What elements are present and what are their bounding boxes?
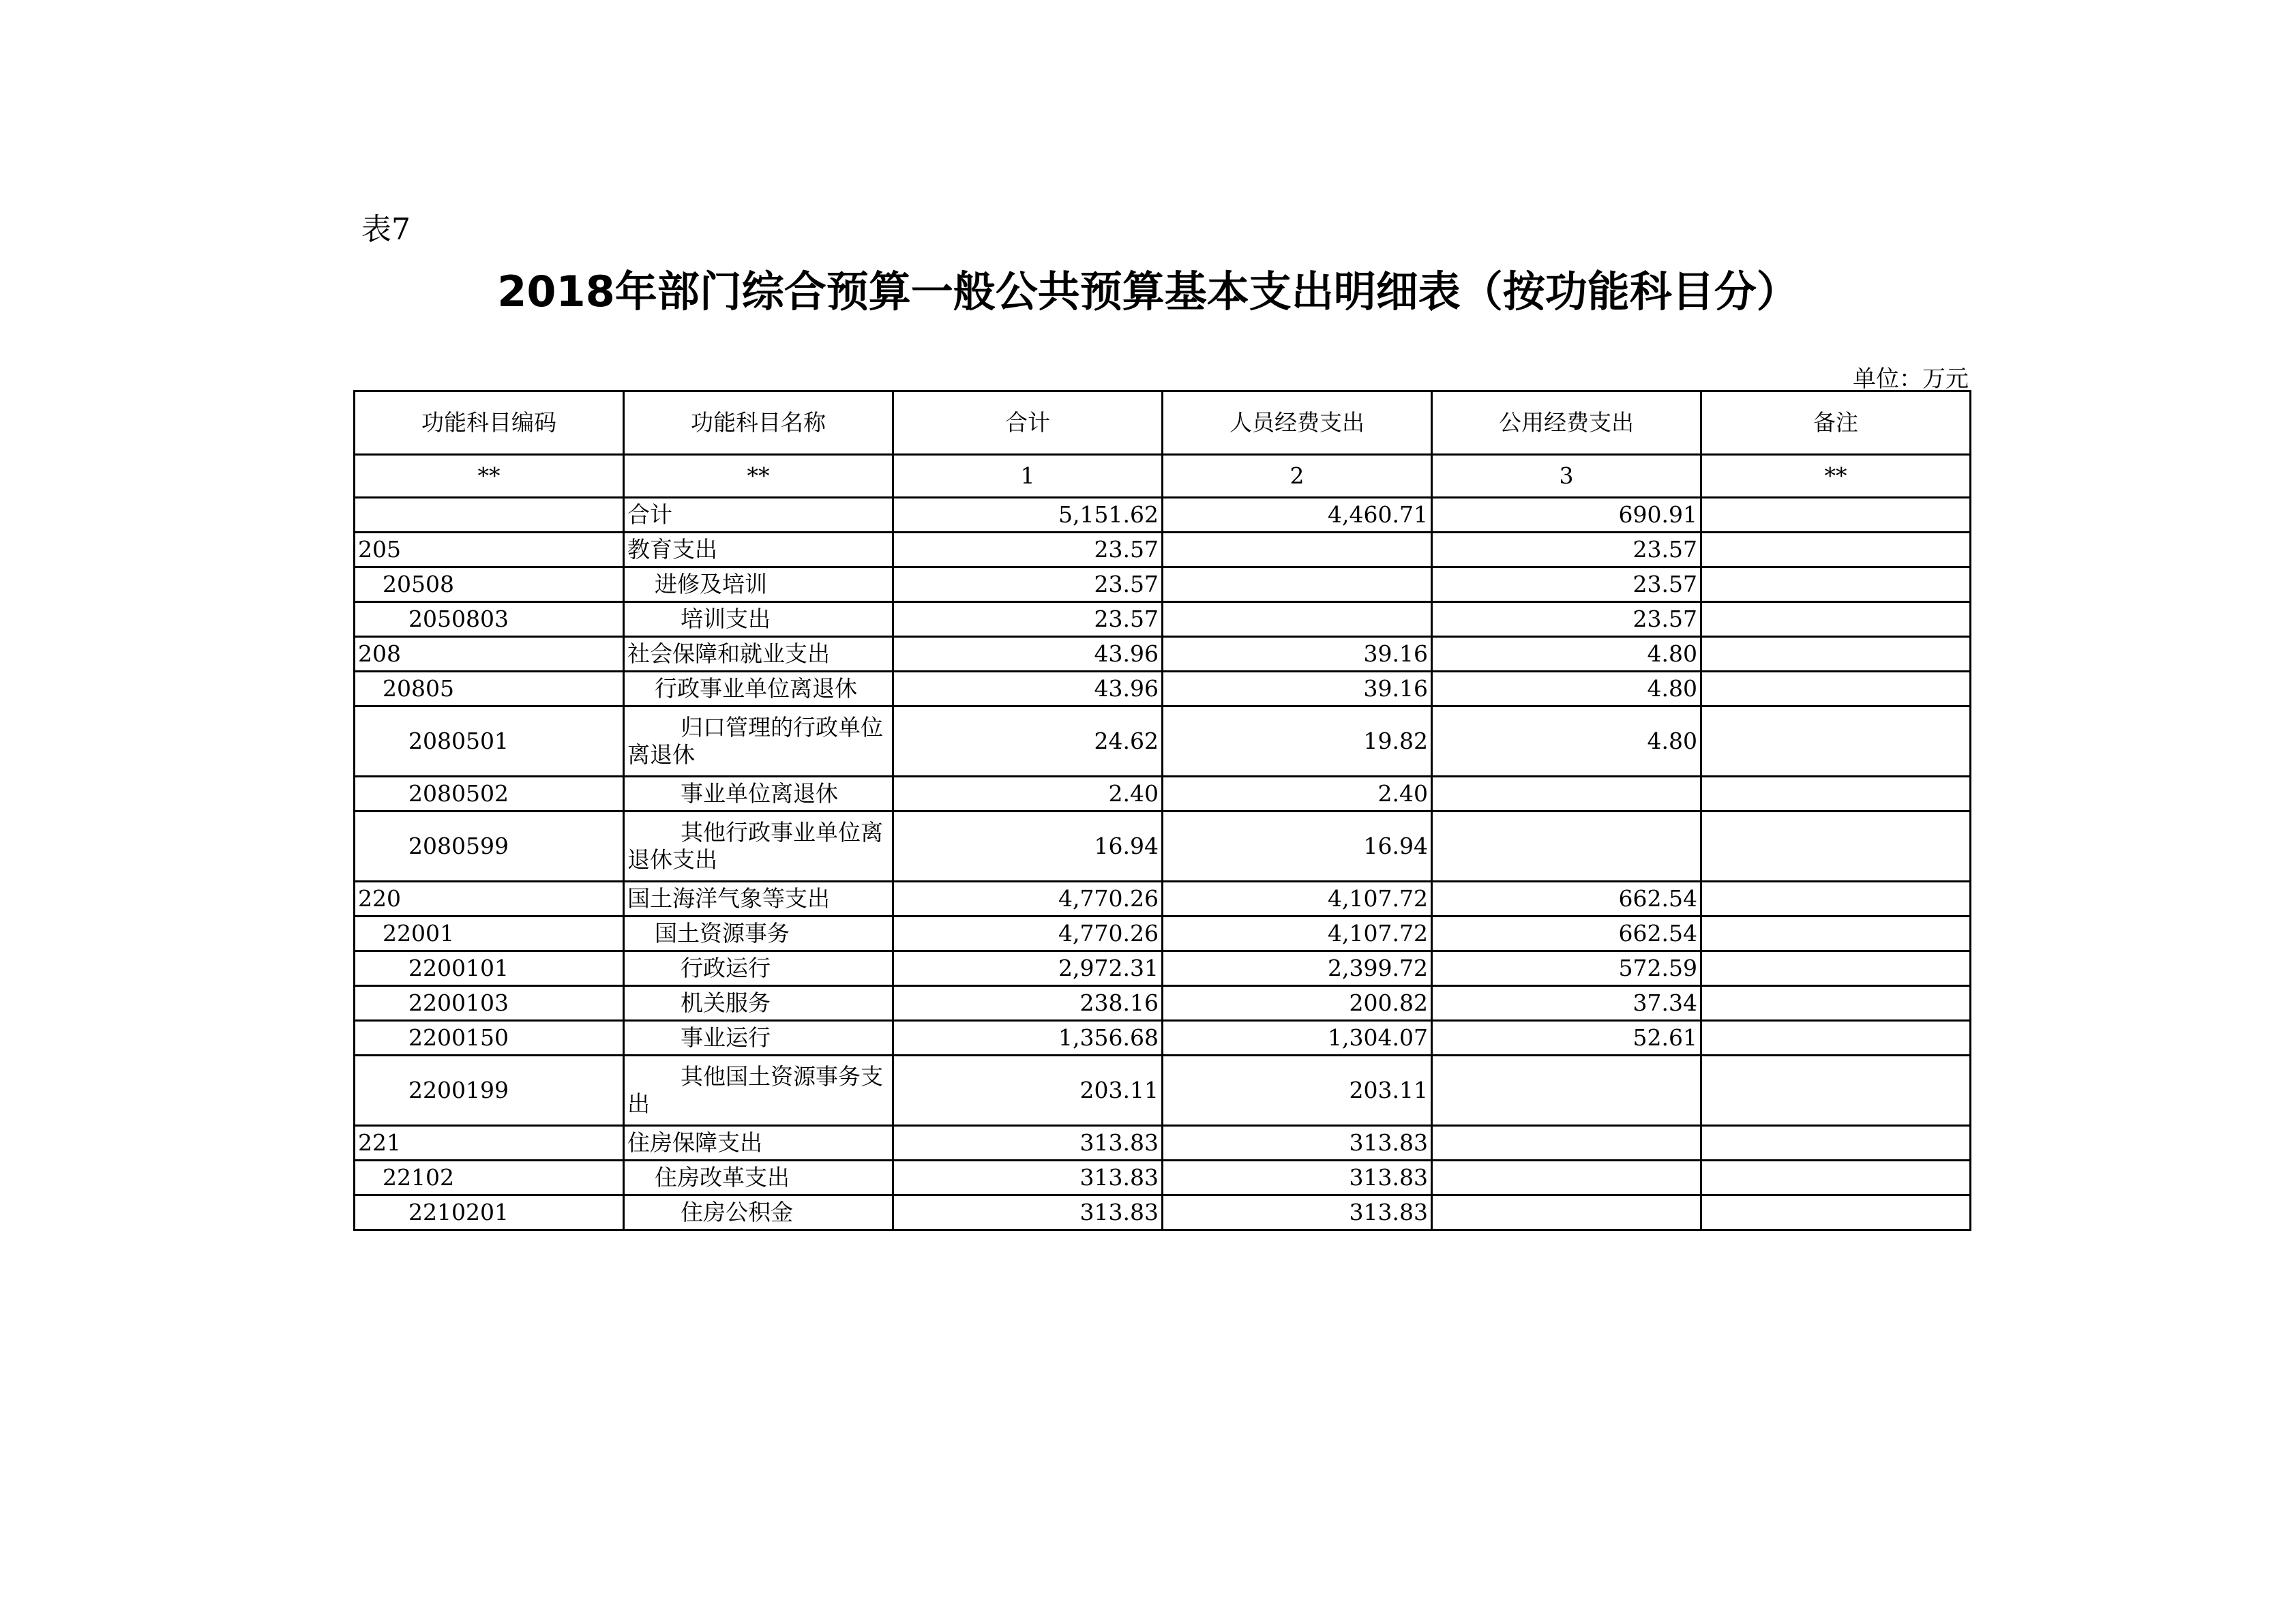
index-cell: 3 bbox=[1432, 455, 1701, 498]
table-index-row bbox=[355, 455, 1971, 498]
table-row bbox=[355, 777, 1971, 812]
page-title: 2018年部门综合预算一般公共预算基本支出明细表（按功能科目分） bbox=[497, 267, 1799, 316]
note-cell bbox=[1701, 777, 1971, 812]
code-cell: 20508 bbox=[355, 567, 624, 602]
total-cell: 313.83 bbox=[893, 1195, 1163, 1230]
code-cell: 2050803 bbox=[355, 602, 624, 637]
note-cell bbox=[1701, 672, 1971, 706]
note-cell bbox=[1701, 986, 1971, 1021]
table-row bbox=[355, 533, 1971, 567]
table-row bbox=[355, 602, 1971, 637]
personnel-cell: 313.83 bbox=[1163, 1161, 1432, 1195]
total-cell: 23.57 bbox=[893, 533, 1163, 567]
total-cell: 203.11 bbox=[893, 1056, 1163, 1126]
note-cell bbox=[1701, 1195, 1971, 1230]
personnel-cell: 2,399.72 bbox=[1163, 951, 1432, 986]
name-cell: 社会保障和就业支出 bbox=[624, 637, 893, 672]
personnel-cell bbox=[1163, 567, 1432, 602]
note-cell bbox=[1701, 812, 1971, 882]
code-cell bbox=[355, 498, 624, 533]
personnel-cell bbox=[1163, 602, 1432, 637]
public-cell: 23.57 bbox=[1432, 602, 1701, 637]
public-cell: 52.61 bbox=[1432, 1021, 1701, 1056]
name-cell: 住房公积金 bbox=[624, 1195, 893, 1230]
index-cell: ** bbox=[355, 455, 624, 498]
total-cell: 238.16 bbox=[893, 986, 1163, 1021]
personnel-cell: 200.82 bbox=[1163, 986, 1432, 1021]
budget-table bbox=[353, 390, 1971, 1231]
header-cell-total: 合计 bbox=[893, 391, 1163, 455]
index-cell: 2 bbox=[1163, 455, 1432, 498]
public-cell: 662.54 bbox=[1432, 917, 1701, 951]
name-cell: 国土资源事务 bbox=[624, 917, 893, 951]
note-cell bbox=[1701, 533, 1971, 567]
code-cell: 220 bbox=[355, 882, 624, 917]
table-row bbox=[355, 672, 1971, 706]
index-cell: ** bbox=[624, 455, 893, 498]
personnel-cell: 313.83 bbox=[1163, 1195, 1432, 1230]
note-cell bbox=[1701, 602, 1971, 637]
table-row bbox=[355, 567, 1971, 602]
public-cell bbox=[1432, 1056, 1701, 1126]
note-cell bbox=[1701, 1056, 1971, 1126]
personnel-cell: 4,107.72 bbox=[1163, 917, 1432, 951]
total-cell: 2.40 bbox=[893, 777, 1163, 812]
note-cell bbox=[1701, 1161, 1971, 1195]
name-cell: 进修及培训 bbox=[624, 567, 893, 602]
table-row bbox=[355, 951, 1971, 986]
table-row bbox=[355, 706, 1971, 777]
name-cell: 培训支出 bbox=[624, 602, 893, 637]
code-cell: 2200150 bbox=[355, 1021, 624, 1056]
total-cell: 23.57 bbox=[893, 602, 1163, 637]
name-cell: 合计 bbox=[624, 498, 893, 533]
header-cell-personnel: 人员经费支出 bbox=[1163, 391, 1432, 455]
table-row bbox=[355, 986, 1971, 1021]
total-cell: 313.83 bbox=[893, 1161, 1163, 1195]
personnel-cell bbox=[1163, 533, 1432, 567]
note-cell bbox=[1701, 637, 1971, 672]
public-cell: 37.34 bbox=[1432, 986, 1701, 1021]
personnel-cell: 39.16 bbox=[1163, 672, 1432, 706]
note-cell bbox=[1701, 498, 1971, 533]
personnel-cell: 16.94 bbox=[1163, 812, 1432, 882]
name-cell: 住房保障支出 bbox=[624, 1126, 893, 1161]
table-row bbox=[355, 1056, 1971, 1126]
table-row bbox=[355, 1126, 1971, 1161]
total-cell: 5,151.62 bbox=[893, 498, 1163, 533]
name-cell: 教育支出 bbox=[624, 533, 893, 567]
name-cell: 机关服务 bbox=[624, 986, 893, 1021]
code-cell: 2200103 bbox=[355, 986, 624, 1021]
code-cell: 22001 bbox=[355, 917, 624, 951]
code-cell: 205 bbox=[355, 533, 624, 567]
table-row bbox=[355, 917, 1971, 951]
public-cell: 4.80 bbox=[1432, 637, 1701, 672]
public-cell bbox=[1432, 1126, 1701, 1161]
note-cell bbox=[1701, 706, 1971, 777]
name-cell: 住房改革支出 bbox=[624, 1161, 893, 1195]
table-row bbox=[355, 1195, 1971, 1230]
personnel-cell: 203.11 bbox=[1163, 1056, 1432, 1126]
table-row bbox=[355, 637, 1971, 672]
total-cell: 43.96 bbox=[893, 637, 1163, 672]
code-cell: 221 bbox=[355, 1126, 624, 1161]
total-cell: 4,770.26 bbox=[893, 917, 1163, 951]
unit-label: 单位：万元 bbox=[1853, 366, 1969, 393]
table-row bbox=[355, 1161, 1971, 1195]
public-cell: 690.91 bbox=[1432, 498, 1701, 533]
name-cell: 事业运行 bbox=[624, 1021, 893, 1056]
code-cell: 208 bbox=[355, 637, 624, 672]
total-cell: 2,972.31 bbox=[893, 951, 1163, 986]
note-cell bbox=[1701, 951, 1971, 986]
total-cell: 23.57 bbox=[893, 567, 1163, 602]
name-cell: 行政运行 bbox=[624, 951, 893, 986]
public-cell: 662.54 bbox=[1432, 882, 1701, 917]
note-cell bbox=[1701, 567, 1971, 602]
code-cell: 2210201 bbox=[355, 1195, 624, 1230]
code-cell: 2080501 bbox=[355, 706, 624, 777]
total-cell: 24.62 bbox=[893, 706, 1163, 777]
public-cell: 23.57 bbox=[1432, 533, 1701, 567]
header-cell-name: 功能科目名称 bbox=[624, 391, 893, 455]
table-row bbox=[355, 1021, 1971, 1056]
note-cell bbox=[1701, 917, 1971, 951]
code-cell: 2080599 bbox=[355, 812, 624, 882]
index-cell: 1 bbox=[893, 455, 1163, 498]
code-cell: 2200101 bbox=[355, 951, 624, 986]
public-cell bbox=[1432, 1195, 1701, 1230]
name-cell: 行政事业单位离退休 bbox=[624, 672, 893, 706]
header-cell-note: 备注 bbox=[1701, 391, 1971, 455]
code-cell: 20805 bbox=[355, 672, 624, 706]
personnel-cell: 4,460.71 bbox=[1163, 498, 1432, 533]
note-cell bbox=[1701, 1126, 1971, 1161]
personnel-cell: 39.16 bbox=[1163, 637, 1432, 672]
personnel-cell: 4,107.72 bbox=[1163, 882, 1432, 917]
public-cell: 4.80 bbox=[1432, 672, 1701, 706]
code-cell: 2200199 bbox=[355, 1056, 624, 1126]
total-cell: 43.96 bbox=[893, 672, 1163, 706]
total-cell: 16.94 bbox=[893, 812, 1163, 882]
total-cell: 4,770.26 bbox=[893, 882, 1163, 917]
code-cell: 22102 bbox=[355, 1161, 624, 1195]
public-cell: 23.57 bbox=[1432, 567, 1701, 602]
code-cell: 2080502 bbox=[355, 777, 624, 812]
personnel-cell: 2.40 bbox=[1163, 777, 1432, 812]
table-header-row bbox=[355, 391, 1971, 455]
name-cell: 国土海洋气象等支出 bbox=[624, 882, 893, 917]
personnel-cell: 313.83 bbox=[1163, 1126, 1432, 1161]
name-cell: 事业单位离退休 bbox=[624, 777, 893, 812]
personnel-cell: 1,304.07 bbox=[1163, 1021, 1432, 1056]
public-cell bbox=[1432, 1161, 1701, 1195]
total-cell: 313.83 bbox=[893, 1126, 1163, 1161]
index-cell: ** bbox=[1701, 455, 1971, 498]
public-cell: 572.59 bbox=[1432, 951, 1701, 986]
header-cell-code: 功能科目编码 bbox=[355, 391, 624, 455]
note-cell bbox=[1701, 1021, 1971, 1056]
name-cell: 归口管理的行政单位离退休 bbox=[624, 706, 893, 777]
name-cell: 其他行政事业单位离退休支出 bbox=[624, 812, 893, 882]
public-cell bbox=[1432, 777, 1701, 812]
personnel-cell: 19.82 bbox=[1163, 706, 1432, 777]
table-row bbox=[355, 812, 1971, 882]
total-cell: 1,356.68 bbox=[893, 1021, 1163, 1056]
public-cell: 4.80 bbox=[1432, 706, 1701, 777]
name-cell: 其他国土资源事务支出 bbox=[624, 1056, 893, 1126]
table-row bbox=[355, 498, 1971, 533]
note-cell bbox=[1701, 882, 1971, 917]
table-row bbox=[355, 882, 1971, 917]
public-cell bbox=[1432, 812, 1701, 882]
header-cell-public: 公用经费支出 bbox=[1432, 391, 1701, 455]
table-label: 表7 bbox=[361, 212, 411, 247]
